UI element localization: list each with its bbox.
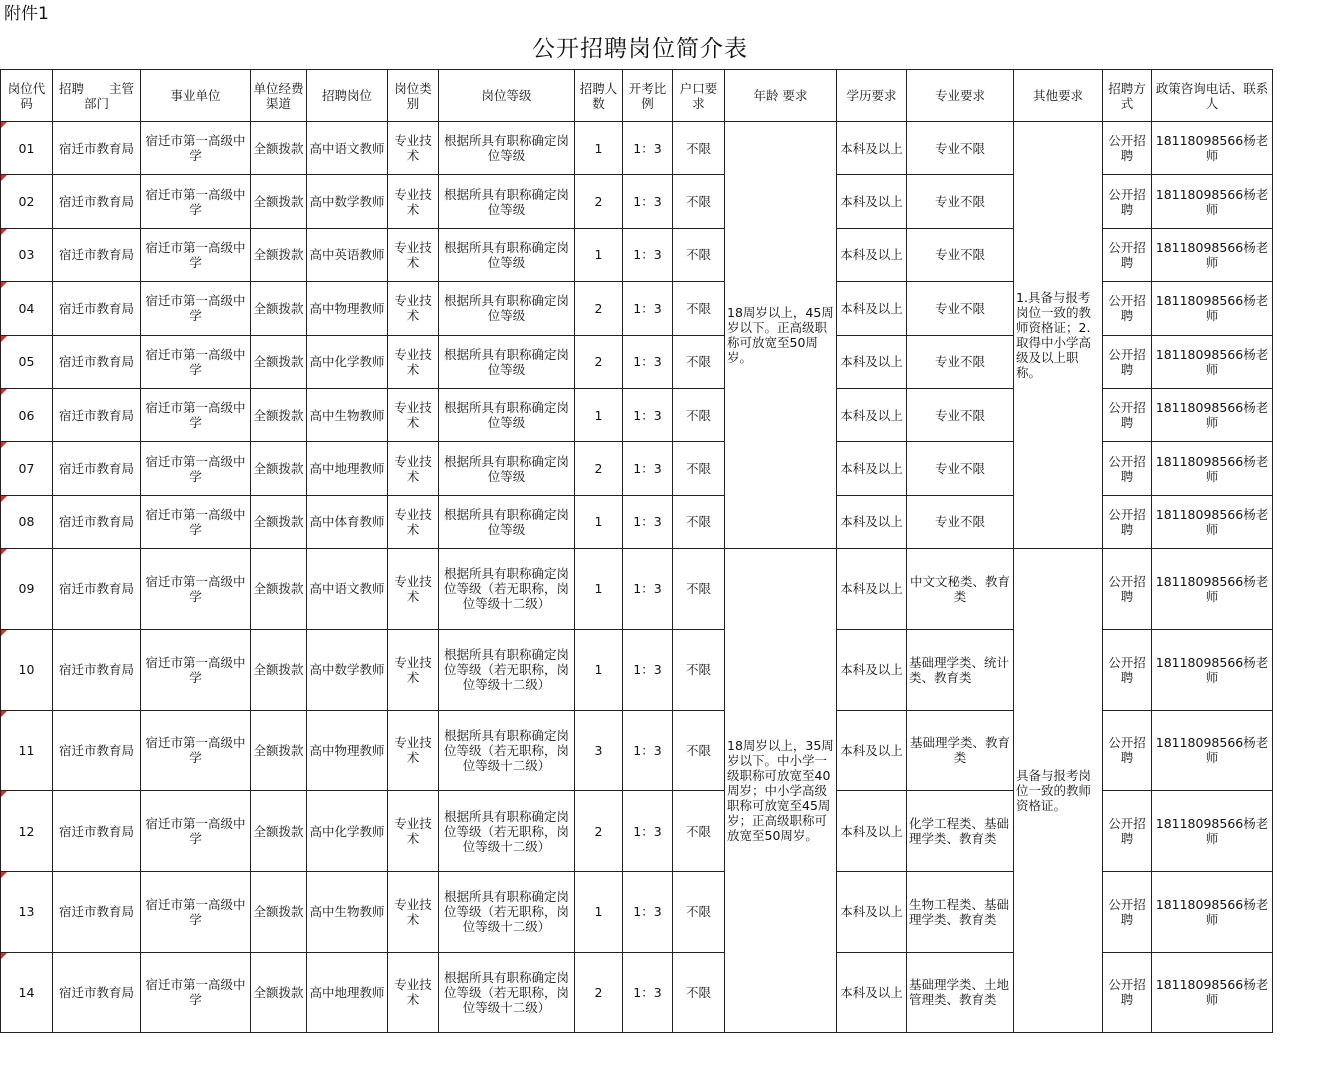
cell-fund: 全额拨款 (251, 388, 307, 441)
header-code: 岗位代码 (1, 70, 53, 122)
cell-contact: 18118098566杨老师 (1152, 952, 1273, 1033)
cell-category: 专业技术 (388, 549, 439, 630)
cell-dept: 宿迁市教育局 (53, 952, 141, 1033)
cell-unit: 宿迁市第一高级中学 (141, 549, 251, 630)
cell-category: 专业技术 (388, 335, 439, 388)
cell-level: 根据所具有职称确定岗位等级（若无职称，岗位等级十二级） (439, 791, 575, 872)
cell-post: 高中地理教师 (307, 952, 388, 1033)
cell-edu: 本科及以上 (837, 442, 907, 495)
cell-hukou: 不限 (673, 952, 725, 1033)
cell-unit: 宿迁市第一高级中学 (141, 952, 251, 1033)
cell-hukou: 不限 (673, 871, 725, 952)
cell-code: 08 (1, 495, 53, 548)
attachment-label: 附件1 (4, 4, 49, 24)
cell-dept: 宿迁市教育局 (53, 791, 141, 872)
cell-ratio: 1：3 (623, 282, 673, 335)
cell-fund: 全额拨款 (251, 710, 307, 791)
cell-method: 公开招聘 (1103, 495, 1152, 548)
cell-method: 公开招聘 (1103, 952, 1152, 1033)
cell-level: 根据所具有职称确定岗位等级 (439, 335, 575, 388)
cell-method: 公开招聘 (1103, 335, 1152, 388)
cell-hukou: 不限 (673, 388, 725, 441)
cell-ratio: 1：3 (623, 629, 673, 710)
cell-fund: 全额拨款 (251, 495, 307, 548)
cell-contact: 18118098566杨老师 (1152, 282, 1273, 335)
header-category: 岗位类别 (388, 70, 439, 122)
cell-hukou: 不限 (673, 629, 725, 710)
cell-edu: 本科及以上 (837, 175, 907, 228)
header-hukou: 户口要求 (673, 70, 725, 122)
cell-age-requirement: 18周岁以上，35周岁以下。中小学一级职称可放宽至40周岁；中小学高级职称可放宽至45周岁；正高级职称可放宽至50周岁。 (725, 549, 837, 1033)
cell-level: 根据所具有职称确定岗位等级（若无职称，岗位等级十二级） (439, 871, 575, 952)
cell-hukou: 不限 (673, 228, 725, 281)
cell-ratio: 1：3 (623, 122, 673, 175)
cell-level: 根据所具有职称确定岗位等级（若无职称，岗位等级十二级） (439, 710, 575, 791)
cell-count: 1 (575, 228, 623, 281)
cell-hukou: 不限 (673, 442, 725, 495)
cell-unit: 宿迁市第一高级中学 (141, 388, 251, 441)
cell-contact: 18118098566杨老师 (1152, 549, 1273, 630)
cell-category: 专业技术 (388, 952, 439, 1033)
cell-method: 公开招聘 (1103, 710, 1152, 791)
cell-unit: 宿迁市第一高级中学 (141, 228, 251, 281)
cell-major: 基础理学类、教育类 (907, 710, 1014, 791)
cell-hukou: 不限 (673, 122, 725, 175)
cell-category: 专业技术 (388, 629, 439, 710)
cell-hukou: 不限 (673, 791, 725, 872)
cell-dept: 宿迁市教育局 (53, 228, 141, 281)
cell-dept: 宿迁市教育局 (53, 175, 141, 228)
cell-post: 高中语文教师 (307, 549, 388, 630)
cell-code: 06 (1, 388, 53, 441)
cell-contact: 18118098566杨老师 (1152, 175, 1273, 228)
cell-code: 13 (1, 871, 53, 952)
header-edu: 学历要求 (837, 70, 907, 122)
cell-category: 专业技术 (388, 228, 439, 281)
cell-post: 高中英语教师 (307, 228, 388, 281)
cell-fund: 全额拨款 (251, 228, 307, 281)
cell-fund: 全额拨款 (251, 791, 307, 872)
cell-post: 高中语文教师 (307, 122, 388, 175)
cell-edu: 本科及以上 (837, 282, 907, 335)
cell-major: 专业不限 (907, 495, 1014, 548)
header-major: 专业要求 (907, 70, 1014, 122)
cell-count: 1 (575, 629, 623, 710)
cell-contact: 18118098566杨老师 (1152, 122, 1273, 175)
cell-category: 专业技术 (388, 388, 439, 441)
cell-method: 公开招聘 (1103, 282, 1152, 335)
cell-ratio: 1：3 (623, 871, 673, 952)
cell-edu: 本科及以上 (837, 228, 907, 281)
cell-edu: 本科及以上 (837, 952, 907, 1033)
cell-edu: 本科及以上 (837, 791, 907, 872)
cell-category: 专业技术 (388, 282, 439, 335)
cell-category: 专业技术 (388, 871, 439, 952)
cell-category: 专业技术 (388, 122, 439, 175)
cell-ratio: 1：3 (623, 442, 673, 495)
cell-major: 专业不限 (907, 228, 1014, 281)
cell-code: 10 (1, 629, 53, 710)
cell-count: 2 (575, 791, 623, 872)
cell-level: 根据所具有职称确定岗位等级（若无职称，岗位等级十二级） (439, 629, 575, 710)
cell-count: 3 (575, 710, 623, 791)
cell-age-requirement: 18周岁以上，45周岁以下。正高级职称可放宽至50周岁。 (725, 122, 837, 549)
cell-level: 根据所具有职称确定岗位等级 (439, 175, 575, 228)
cell-fund: 全额拨款 (251, 335, 307, 388)
cell-major: 专业不限 (907, 175, 1014, 228)
cell-contact: 18118098566杨老师 (1152, 388, 1273, 441)
cell-fund: 全额拨款 (251, 175, 307, 228)
cell-dept: 宿迁市教育局 (53, 442, 141, 495)
cell-unit: 宿迁市第一高级中学 (141, 282, 251, 335)
cell-code: 04 (1, 282, 53, 335)
header-contact: 政策咨询电话、联系人 (1152, 70, 1273, 122)
cell-level: 根据所具有职称确定岗位等级 (439, 282, 575, 335)
cell-contact: 18118098566杨老师 (1152, 335, 1273, 388)
cell-fund: 全额拨款 (251, 122, 307, 175)
recruitment-table (0, 69, 1273, 1033)
cell-edu: 本科及以上 (837, 495, 907, 548)
cell-other-requirement: 具备与报考岗位一致的教师资格证。 (1014, 549, 1103, 1033)
cell-dept: 宿迁市教育局 (53, 388, 141, 441)
cell-code: 07 (1, 442, 53, 495)
cell-ratio: 1：3 (623, 335, 673, 388)
cell-post: 高中地理教师 (307, 442, 388, 495)
cell-post: 高中物理教师 (307, 282, 388, 335)
cell-count: 1 (575, 388, 623, 441)
cell-post: 高中数学教师 (307, 629, 388, 710)
table-row (1, 122, 1273, 175)
cell-count: 2 (575, 442, 623, 495)
cell-contact: 18118098566杨老师 (1152, 791, 1273, 872)
header-method: 招聘方式 (1103, 70, 1152, 122)
cell-major: 专业不限 (907, 442, 1014, 495)
cell-fund: 全额拨款 (251, 629, 307, 710)
cell-method: 公开招聘 (1103, 442, 1152, 495)
cell-dept: 宿迁市教育局 (53, 549, 141, 630)
header-unit: 事业单位 (141, 70, 251, 122)
header-row (1, 70, 1273, 122)
cell-method: 公开招聘 (1103, 871, 1152, 952)
cell-hukou: 不限 (673, 335, 725, 388)
cell-method: 公开招聘 (1103, 791, 1152, 872)
header-age: 年龄 要求 (725, 70, 837, 122)
cell-fund: 全额拨款 (251, 442, 307, 495)
cell-dept: 宿迁市教育局 (53, 629, 141, 710)
cell-ratio: 1：3 (623, 228, 673, 281)
cell-edu: 本科及以上 (837, 710, 907, 791)
cell-count: 2 (575, 175, 623, 228)
cell-dept: 宿迁市教育局 (53, 871, 141, 952)
cell-method: 公开招聘 (1103, 175, 1152, 228)
cell-method: 公开招聘 (1103, 228, 1152, 281)
cell-code: 12 (1, 791, 53, 872)
cell-major: 专业不限 (907, 122, 1014, 175)
cell-unit: 宿迁市第一高级中学 (141, 710, 251, 791)
cell-other-requirement: 1.具备与报考岗位一致的教师资格证；2.取得中小学高级及以上职称。 (1014, 122, 1103, 549)
cell-unit: 宿迁市第一高级中学 (141, 442, 251, 495)
cell-code: 01 (1, 122, 53, 175)
cell-category: 专业技术 (388, 791, 439, 872)
cell-edu: 本科及以上 (837, 122, 907, 175)
cell-count: 1 (575, 871, 623, 952)
cell-code: 03 (1, 228, 53, 281)
cell-unit: 宿迁市第一高级中学 (141, 495, 251, 548)
cell-level: 根据所具有职称确定岗位等级 (439, 228, 575, 281)
cell-dept: 宿迁市教育局 (53, 335, 141, 388)
cell-count: 2 (575, 952, 623, 1033)
cell-contact: 18118098566杨老师 (1152, 710, 1273, 791)
cell-contact: 18118098566杨老师 (1152, 228, 1273, 281)
cell-major: 基础理学类、统计类、教育类 (907, 629, 1014, 710)
cell-major: 专业不限 (907, 282, 1014, 335)
cell-code: 05 (1, 335, 53, 388)
cell-fund: 全额拨款 (251, 549, 307, 630)
cell-hukou: 不限 (673, 495, 725, 548)
cell-method: 公开招聘 (1103, 388, 1152, 441)
cell-category: 专业技术 (388, 442, 439, 495)
cell-category: 专业技术 (388, 175, 439, 228)
cell-method: 公开招聘 (1103, 629, 1152, 710)
cell-edu: 本科及以上 (837, 871, 907, 952)
cell-edu: 本科及以上 (837, 388, 907, 441)
cell-major: 专业不限 (907, 335, 1014, 388)
cell-hukou: 不限 (673, 549, 725, 630)
cell-fund: 全额拨款 (251, 952, 307, 1033)
cell-method: 公开招聘 (1103, 549, 1152, 630)
cell-post: 高中体育教师 (307, 495, 388, 548)
cell-unit: 宿迁市第一高级中学 (141, 629, 251, 710)
cell-method: 公开招聘 (1103, 122, 1152, 175)
cell-dept: 宿迁市教育局 (53, 710, 141, 791)
cell-major: 生物工程类、基础理学类、教育类 (907, 871, 1014, 952)
cell-hukou: 不限 (673, 282, 725, 335)
cell-unit: 宿迁市第一高级中学 (141, 335, 251, 388)
cell-unit: 宿迁市第一高级中学 (141, 791, 251, 872)
cell-contact: 18118098566杨老师 (1152, 871, 1273, 952)
cell-major: 中文文秘类、教育类 (907, 549, 1014, 630)
header-fund: 单位经费渠道 (251, 70, 307, 122)
cell-dept: 宿迁市教育局 (53, 495, 141, 548)
cell-dept: 宿迁市教育局 (53, 122, 141, 175)
cell-post: 高中生物教师 (307, 388, 388, 441)
cell-post: 高中化学教师 (307, 791, 388, 872)
cell-level: 根据所具有职称确定岗位等级（若无职称，岗位等级十二级） (439, 549, 575, 630)
cell-level: 根据所具有职称确定岗位等级 (439, 495, 575, 548)
cell-ratio: 1：3 (623, 175, 673, 228)
cell-count: 2 (575, 335, 623, 388)
cell-count: 1 (575, 549, 623, 630)
cell-major: 基础理学类、土地管理类、教育类 (907, 952, 1014, 1033)
cell-fund: 全额拨款 (251, 871, 307, 952)
cell-contact: 18118098566杨老师 (1152, 629, 1273, 710)
cell-code: 14 (1, 952, 53, 1033)
cell-post: 高中数学教师 (307, 175, 388, 228)
page-title: 公开招聘岗位简介表 (532, 36, 748, 62)
header-dept: 招聘 主管部门 (53, 70, 141, 122)
cell-ratio: 1：3 (623, 791, 673, 872)
header-count: 招聘人数 (575, 70, 623, 122)
cell-unit: 宿迁市第一高级中学 (141, 871, 251, 952)
cell-post: 高中化学教师 (307, 335, 388, 388)
header-level: 岗位等级 (439, 70, 575, 122)
cell-major: 化学工程类、基础理学类、教育类 (907, 791, 1014, 872)
cell-post: 高中生物教师 (307, 871, 388, 952)
cell-hukou: 不限 (673, 175, 725, 228)
cell-unit: 宿迁市第一高级中学 (141, 175, 251, 228)
cell-hukou: 不限 (673, 710, 725, 791)
header-post: 招聘岗位 (307, 70, 388, 122)
cell-unit: 宿迁市第一高级中学 (141, 122, 251, 175)
cell-edu: 本科及以上 (837, 549, 907, 630)
table-row (1, 549, 1273, 630)
cell-contact: 18118098566杨老师 (1152, 495, 1273, 548)
cell-ratio: 1：3 (623, 549, 673, 630)
header-ratio: 开考比例 (623, 70, 673, 122)
cell-category: 专业技术 (388, 710, 439, 791)
cell-post: 高中物理教师 (307, 710, 388, 791)
cell-level: 根据所具有职称确定岗位等级 (439, 388, 575, 441)
cell-count: 1 (575, 122, 623, 175)
cell-ratio: 1：3 (623, 388, 673, 441)
cell-level: 根据所具有职称确定岗位等级 (439, 122, 575, 175)
cell-code: 02 (1, 175, 53, 228)
cell-edu: 本科及以上 (837, 335, 907, 388)
cell-count: 1 (575, 495, 623, 548)
cell-ratio: 1：3 (623, 710, 673, 791)
cell-level: 根据所具有职称确定岗位等级（若无职称，岗位等级十二级） (439, 952, 575, 1033)
cell-ratio: 1：3 (623, 952, 673, 1033)
cell-edu: 本科及以上 (837, 629, 907, 710)
cell-level: 根据所具有职称确定岗位等级 (439, 442, 575, 495)
cell-dept: 宿迁市教育局 (53, 282, 141, 335)
cell-major: 专业不限 (907, 388, 1014, 441)
header-other: 其他要求 (1014, 70, 1103, 122)
cell-category: 专业技术 (388, 495, 439, 548)
cell-code: 11 (1, 710, 53, 791)
cell-count: 2 (575, 282, 623, 335)
cell-ratio: 1：3 (623, 495, 673, 548)
cell-fund: 全额拨款 (251, 282, 307, 335)
cell-code: 09 (1, 549, 53, 630)
cell-contact: 18118098566杨老师 (1152, 442, 1273, 495)
